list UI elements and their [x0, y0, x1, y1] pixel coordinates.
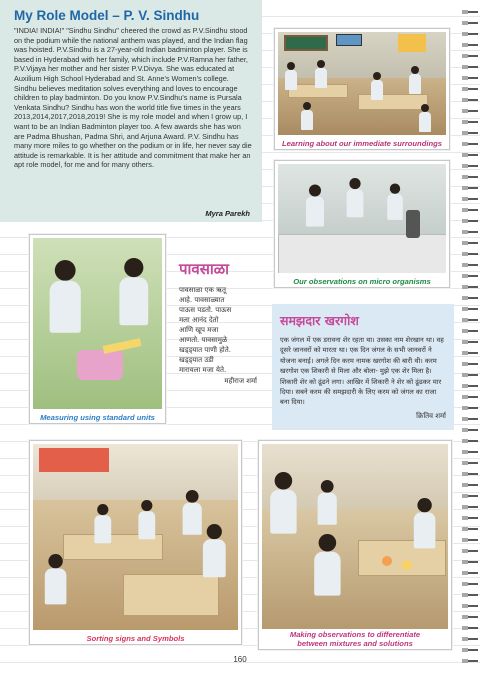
photo-mixtures — [258, 440, 452, 650]
marathi-lines — [179, 285, 263, 375]
sorting-image — [33, 444, 238, 630]
hindi-title: समझदार खरगोश — [280, 313, 359, 328]
marathi-line: आणतो. पावसामुळे — [179, 336, 228, 344]
marathi-line: खड्ड्यात पाणी होते. — [179, 346, 231, 354]
article-author: Myra Parekh — [205, 209, 250, 218]
photo-surroundings — [274, 28, 450, 150]
ruler-icon — [103, 338, 142, 354]
bowl-icon — [402, 560, 412, 570]
microscope-image — [278, 164, 446, 273]
hindi-story — [272, 304, 454, 430]
mixtures-image — [262, 444, 448, 629]
pencil-case-icon — [77, 350, 123, 380]
hindi-body: एक जंगल में एक डरावना शेर रहता था। उसका नाम शेरखान था। वह दूसरे जानवरों को मारता था। एक दिन जंगल के सभी जानवरों ने योजना बनाई। अगले दिन करम नामक खरगोश की बारी थी। करम खरगोश एक शिकारी से मिला और बोला- मुझे एक शेर मिला है। शिकारी शेर को ढूंढने लगा। आखिर में शिकारी ने शेर को ढूंढकर मार दिया। सबने करम की समझदारी के लिए करम को जंगल का राजा बना दिया। — [280, 336, 444, 407]
marathi-line: आहे. पावसाळ्यात — [179, 296, 225, 304]
marathi-line: मला आनंद देतो — [179, 316, 219, 324]
marathi-author: महीराज शर्मा — [224, 377, 257, 385]
caption-micro: Our observations on micro organisms — [293, 277, 431, 286]
article-body: "INDIA! INDIA!" "Sindhu Sindhu" cheered the crowd as P.V.Sindhu stood on the podium while the national anthem was played, and the Indian flag was hoisted. P.V.Sindhu is a 27-year-old Indian badminton player. She is based in Hyderabad with her family, which include P.V.Ramna her father, P.V.Vijaya her mother and her sister P.V.Divya. She was educated at Auxilium High School Hyderabad and St. Anne's Women's college. Sindhu believes meditation solves everything and loves to encourage children to play badminton. Do you know P.V.Sindhu's name is Pursala Venkata Sindhu? Sindhu has won the world title five times in the years 2013,2014,2017,2018,2019! She is my role model and when I grow up, I want to be an Indian Badminton player too. A few awards she has won are Padma Bhushan, Padma Shri, and Arjuna Award. P.V. Sindhu has many more miles to go whether on the podium or in life, her never say die attitude is remarkable. It is her attitude and commitment that make her an apt role model, for me and for many others. — [14, 26, 252, 170]
marathi-line: पाऊस पडतो. पाऊस — [179, 306, 232, 314]
photo-micro-organisms — [274, 160, 450, 288]
photo-measuring — [29, 234, 166, 424]
marathi-line: मारायला मजा येते. — [179, 366, 227, 374]
marathi-line: खड्ड्यात उडी — [179, 356, 214, 364]
caption-mixtures — [259, 631, 451, 648]
caption-mixtures-line2: between mixtures and solutions — [297, 638, 413, 648]
marathi-title: पावसाळा — [179, 260, 230, 278]
spiral-binding — [462, 6, 478, 666]
marathi-poem — [179, 259, 263, 409]
microscope-icon — [406, 210, 420, 238]
page-number: 160 — [233, 655, 247, 664]
caption-mixtures-line1: Making observations to differentiate — [289, 630, 421, 639]
caption-measuring: Measuring using standard units — [40, 413, 155, 422]
caption-sorting: Sorting signs and Symbols — [86, 634, 185, 643]
bowl-icon — [382, 556, 392, 566]
role-model-article — [0, 0, 262, 222]
measuring-image — [33, 238, 162, 409]
hindi-author: क्रितिव शर्मा — [416, 411, 446, 420]
marathi-line: आणि खूप मजा — [179, 326, 219, 334]
photo-sorting — [29, 440, 242, 645]
classroom-image — [278, 32, 446, 135]
article-title: My Role Model – P. V. Sindhu — [14, 8, 200, 23]
caption-surroundings: Learning about our immediate surroundings — [282, 139, 442, 148]
marathi-line: पावसाळा एक ऋतू — [179, 286, 227, 294]
